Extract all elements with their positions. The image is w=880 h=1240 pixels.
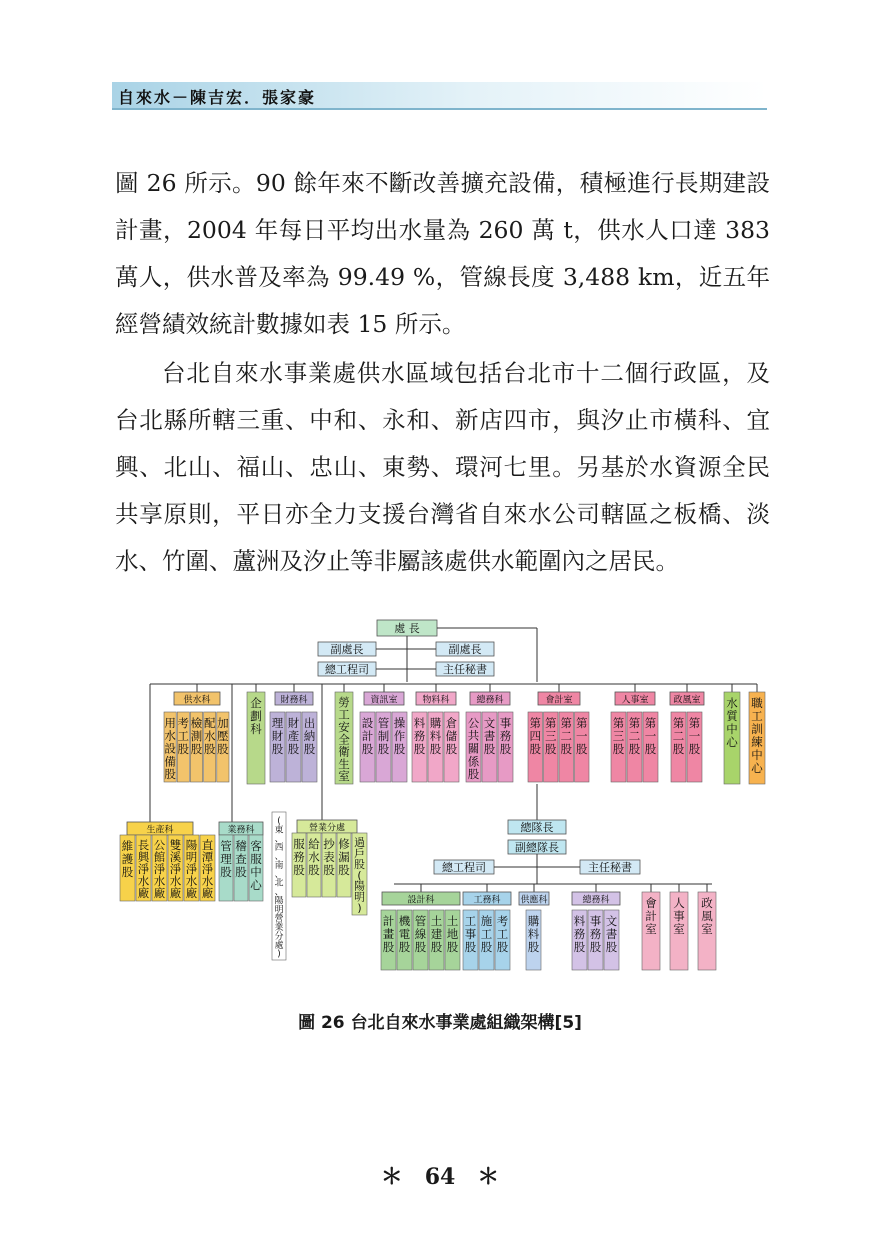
dept-5: 物料科: [422, 695, 450, 706]
dept-4: 資訊室: [370, 695, 398, 706]
business-sub-1: 稽查股: [235, 839, 247, 880]
paragraph-2: 台北自來水事業處供水區域包括台北市十二個行政區，及台北縣所轄三重、中和、永和、新店四市，與汐止市橫科、宜興、北山、福山、忠山、東勢、環河七里。另基於水資源全民共享原則，平日亦全力支援台灣省自來水公司轄區之板橋、淡水、竹圍、蘆洲及汐止等非屬該處供水範圍內之居民。: [115, 359, 770, 575]
figure-caption: [0, 1008, 880, 1033]
corps-dept-0-sub-4: 土地股: [446, 914, 459, 955]
org-deputy-2: 副處長: [448, 643, 482, 656]
corps-dept-2-sub-0: 購料股: [527, 914, 540, 955]
production-sub-2: 公館淨水廠: [153, 838, 166, 901]
dept-0-sub-1: 考工股: [177, 716, 190, 757]
dept-6-sub-1: 文書股: [483, 716, 496, 757]
org-chart: [112, 612, 772, 982]
dept-2: 財務科: [280, 695, 308, 706]
production-sub-4: 陽明淨水廠: [185, 838, 198, 901]
dept-10: 水質中心: [726, 696, 738, 750]
corps-dept-2: 供應科: [520, 895, 548, 906]
corps-dept-3-sub-0: 料務股: [573, 914, 586, 955]
dept-6-sub-2: 事務股: [499, 716, 512, 757]
dept-0-sub-2: 檢測股: [190, 716, 203, 757]
business-sub-0: 管理股: [220, 839, 232, 880]
corps-dept-0-sub-3: 土建股: [430, 914, 443, 955]
sales-dept: 營業分處: [308, 823, 346, 834]
production-sub-1: 長興淨水廠: [137, 838, 150, 901]
sales-extra: 過戶股(陽明): [354, 836, 365, 915]
page-number: ＊ 64 ＊: [380, 1164, 500, 1190]
corps-head: 總隊長: [520, 821, 554, 834]
dept-9-sub-1: 第一股: [688, 716, 701, 757]
dept-2-sub-1: 財產股: [287, 716, 300, 757]
org-top: 處 長: [394, 622, 420, 635]
dept-4-sub-1: 管制股: [377, 716, 390, 757]
dept-5-sub-2: 倉儲股: [445, 716, 458, 757]
dept-8: 人事室: [621, 695, 649, 706]
running-header: [112, 82, 767, 110]
corps-dept-5: 人事室: [673, 896, 685, 937]
dept-2-sub-0: 理財股: [271, 716, 284, 757]
business-sub-2: 客服中心: [250, 839, 262, 893]
sales-sub-0: 服務股: [293, 837, 305, 878]
header-title: 自來水－陳吉宏．張家豪: [118, 88, 317, 107]
dept-3: 勞工安全衛生室: [338, 695, 350, 784]
corps-dept-1: 工務科: [473, 895, 501, 906]
dept-4-sub-2: 操作股: [393, 716, 406, 757]
org-chief-secretary: 主任秘書: [443, 663, 487, 676]
production-sub-3: 雙溪淨水廠: [169, 838, 182, 901]
dept-2-sub-2: 出納股: [303, 716, 316, 757]
corps-dept-4: 會計室: [645, 896, 657, 937]
corps-dept-1-sub-0: 工事股: [464, 914, 477, 955]
dept-4-sub-0: 設計股: [361, 716, 374, 757]
dept-7: 會計室: [545, 695, 573, 706]
sales-sub-1: 給水股: [308, 837, 320, 878]
dept-8-sub-1: 第二股: [628, 716, 641, 757]
corps-dept-3: 總務科: [582, 895, 610, 906]
corps-dept-3-sub-1: 事務股: [589, 914, 602, 955]
corps-dept-3-sub-2: 文書股: [605, 914, 618, 955]
sales-sub-2: 抄表股: [323, 837, 335, 878]
dept-11: 職工訓練中心: [751, 696, 763, 776]
org-chief-engineer: 總工程司: [325, 663, 369, 676]
paragraph-1: 圖 26 所示。90 餘年來不斷改善擴充設備，積極進行長期建設計畫，2004 年每日平均出水量為 260 萬 t，供水人口達 383 萬人，供水普及率為 99.49 %，管線長度 3,488 km，近五年經營績效統計數據如表 15 所示。: [115, 169, 770, 338]
dept-9-sub-0: 第二股: [672, 716, 685, 757]
dept-6: 總務科: [476, 695, 504, 706]
corps-dept-0-sub-2: 管線股: [414, 914, 427, 955]
production-sub-5: 直潭淨水廠: [201, 838, 214, 901]
branches-note: (東、西、南、北、陽明營業分處): [274, 816, 284, 960]
figure-number: 圖 26: [298, 1013, 345, 1033]
corps-chief-secretary: 主任秘書: [588, 861, 632, 874]
production-sub-0: 維護股: [121, 839, 134, 880]
dept-8-sub-2: 第一股: [644, 716, 657, 757]
dept-0: 供水科: [183, 695, 211, 706]
dept-7-sub-2: 第二股: [560, 716, 572, 757]
corps-chief-engineer: 總工程司: [442, 861, 486, 874]
dept-5-sub-1: 購料股: [429, 716, 442, 757]
corps-dept-0-sub-0: 計畫股: [382, 914, 395, 955]
corps-dept-1-sub-1: 施工股: [480, 914, 493, 955]
corps-dept-1-sub-2: 考工股: [496, 914, 509, 955]
dept-9: 政風室: [673, 695, 701, 706]
dept-7-sub-0: 第四股: [529, 716, 541, 757]
dept-5-sub-0: 料務股: [413, 716, 426, 757]
corps-dept-6: 政風室: [701, 896, 713, 937]
figure-title: 台北自來水事業處組織架構[5]: [350, 1013, 582, 1033]
dept-7-sub-3: 第一股: [576, 716, 588, 757]
dept-7-sub-1: 第三股: [545, 716, 557, 757]
corps-dept-0: 設計科: [407, 895, 435, 906]
production-dept: 生產科: [146, 825, 174, 836]
corps-dept-0-sub-1: 機電股: [398, 914, 411, 955]
dept-8-sub-0: 第三股: [612, 716, 625, 757]
sales-sub-3: 修漏股: [338, 837, 350, 878]
dept-1: 企劃科: [250, 696, 262, 737]
dept-0-sub-3: 配水股: [203, 716, 216, 757]
business-dept: 業務科: [227, 825, 255, 836]
org-deputy-1: 副處長: [330, 643, 364, 656]
dept-0-sub-4: 加壓股: [217, 716, 229, 757]
corps-deputy: 副總隊長: [515, 841, 559, 854]
dept-6-sub-0: 公共關係股: [467, 715, 480, 782]
dept-0-sub-0: 用水設備股: [164, 715, 176, 782]
